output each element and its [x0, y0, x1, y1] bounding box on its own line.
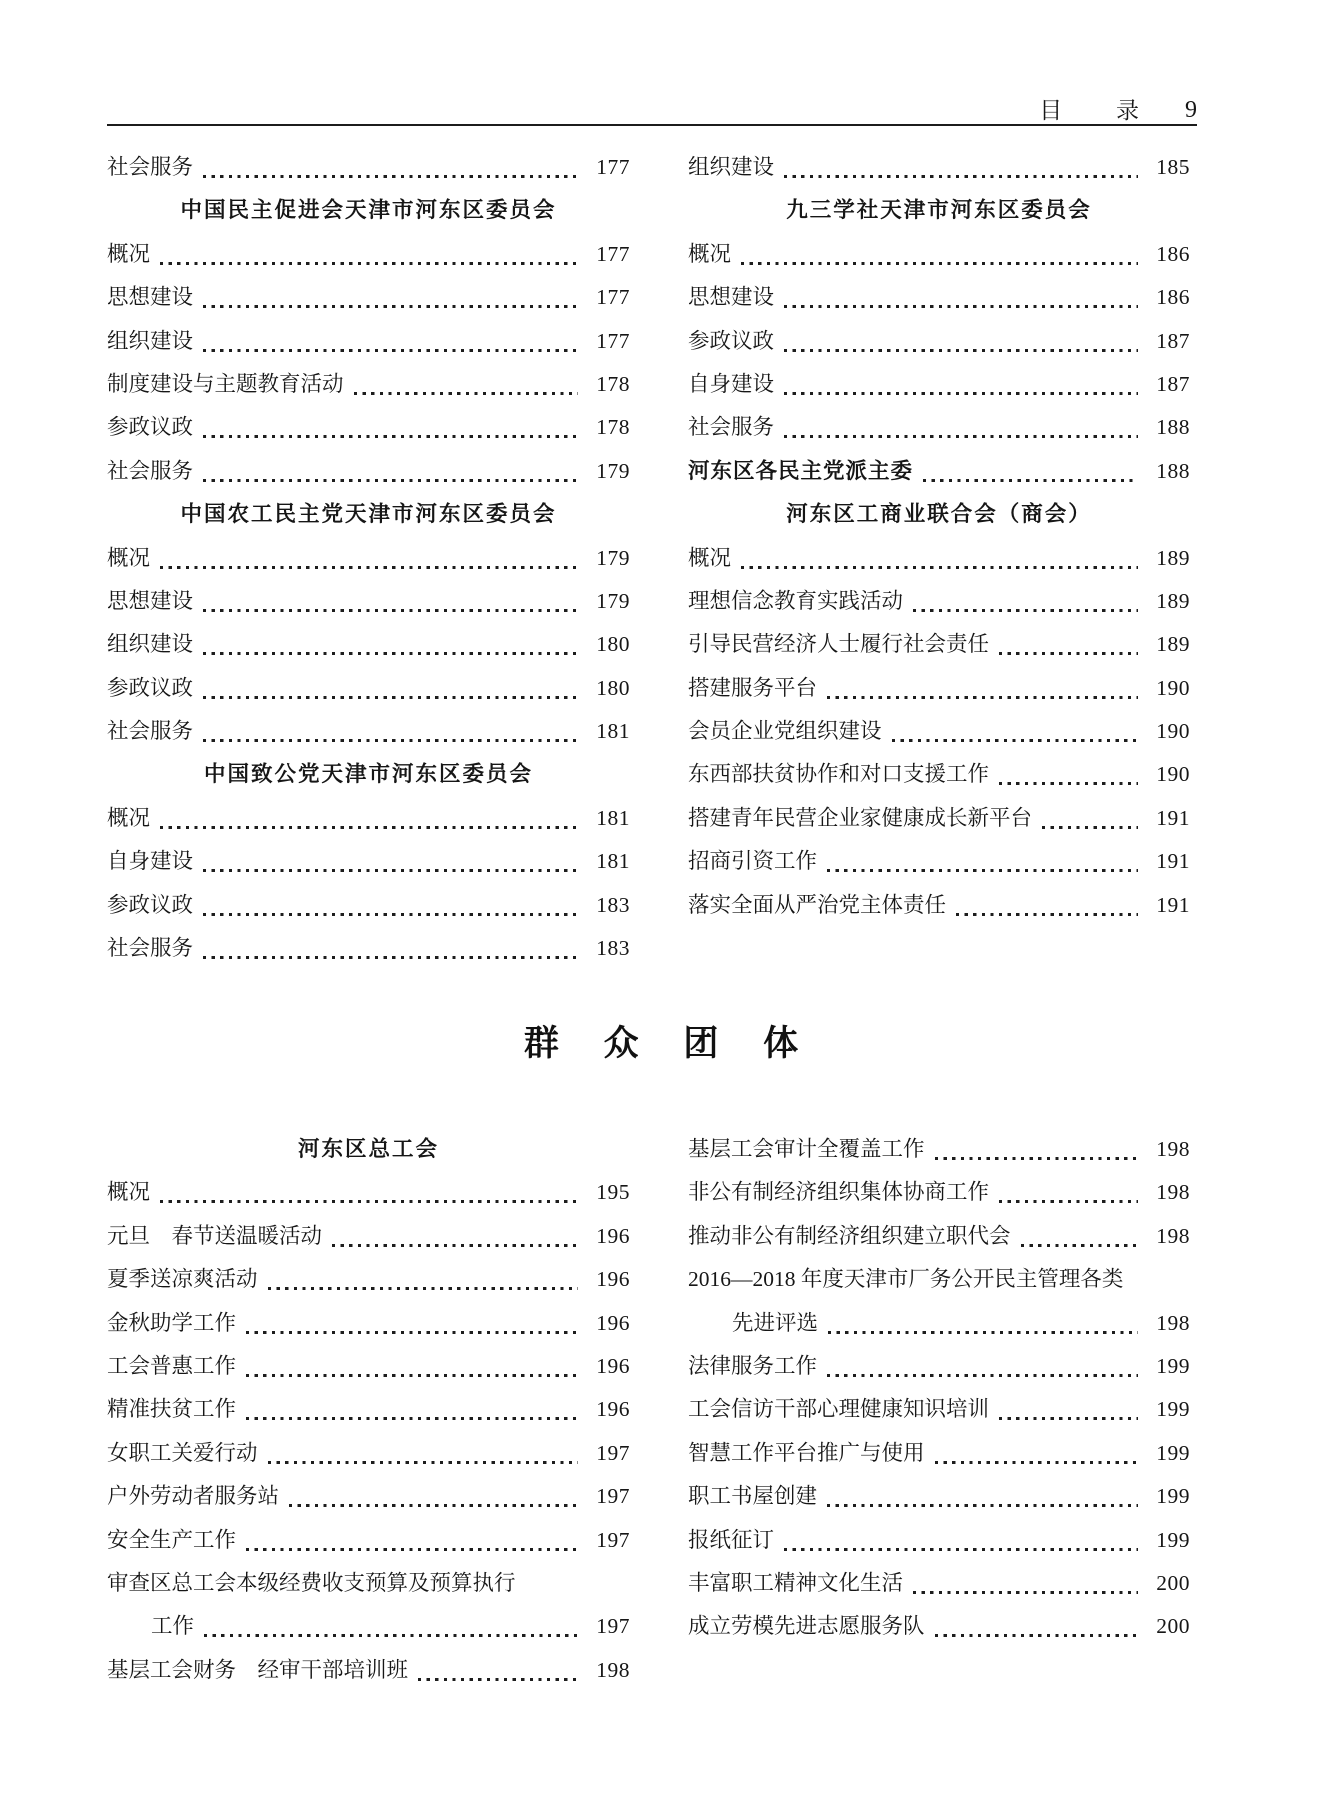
toc-row — [688, 1519, 1190, 1562]
toc-page-number: 195 — [596, 1180, 630, 1205]
toc-page-number: 196 — [596, 1310, 630, 1335]
toc-row — [688, 797, 1190, 840]
toc-page-number: 190 — [1156, 719, 1190, 744]
dot-leader — [354, 363, 578, 406]
toc-page-number: 180 — [596, 675, 630, 700]
dot-leader — [246, 1519, 578, 1562]
toc-page-number: 196 — [596, 1267, 630, 1292]
dot-leader — [1021, 1215, 1138, 1258]
toc-page-number: 197 — [596, 1440, 630, 1465]
toc-entry-title: 基层工会财务 经审干部培训班 — [107, 1657, 409, 1682]
toc-entry-title: 职工书屋创建 — [688, 1484, 818, 1509]
dot-leader — [160, 233, 578, 276]
dot-leader — [999, 753, 1138, 796]
toc-entry-title: 元旦 春节送温暖活动 — [107, 1223, 323, 1248]
toc-entry-title: 参政议政 — [107, 675, 194, 700]
toc-page-number: 198 — [1156, 1223, 1190, 1248]
dot-leader — [784, 276, 1138, 319]
toc-row — [688, 1562, 1190, 1605]
toc-page-number: 198 — [596, 1657, 630, 1682]
toc-page-number: 198 — [1156, 1137, 1190, 1161]
toc-page-number: 190 — [1156, 675, 1190, 700]
toc-entry-title: 概况 — [688, 241, 732, 266]
toc-entry-title: 精准扶贫工作 — [107, 1397, 237, 1422]
dot-leader — [203, 623, 578, 666]
toc-entry-title: 思想建设 — [107, 588, 194, 613]
toc-entry-title: 夏季送凉爽活动 — [107, 1267, 258, 1292]
dot-leader — [204, 1605, 578, 1648]
toc-row — [688, 1605, 1190, 1648]
toc-row — [107, 146, 630, 189]
toc-row — [107, 1649, 630, 1692]
toc-entry-title: 社会服务 — [107, 458, 194, 483]
toc-entry-title: 社会服务 — [107, 155, 194, 179]
toc-page-number: 178 — [596, 371, 630, 396]
header-page-number: 9 — [1185, 97, 1197, 123]
toc-group-heading: 中国农工民主党天津市河东区委员会 — [180, 502, 557, 527]
dot-leader — [999, 1388, 1138, 1431]
dot-leader — [160, 797, 578, 840]
dot-leader — [935, 1128, 1138, 1171]
toc-entry-title: 河东区各民主党派主委 — [688, 458, 914, 483]
toc-row — [688, 884, 1190, 927]
toc-entry-title: 成立劳模先进志愿服务队 — [688, 1614, 925, 1639]
toc-entry-title: 工作 — [151, 1614, 195, 1639]
toc-page-number: 190 — [1156, 762, 1190, 787]
toc-entry-title: 思想建设 — [688, 285, 775, 310]
toc-page-number: 177 — [596, 285, 630, 310]
toc-page-number: 178 — [596, 415, 630, 440]
dot-leader — [160, 1171, 578, 1214]
toc-entry-title: 概况 — [107, 805, 151, 830]
toc-page-number: 189 — [1156, 588, 1190, 613]
dot-leader — [203, 320, 578, 363]
toc-page-number: 196 — [596, 1397, 630, 1422]
toc-row — [107, 537, 630, 580]
section-heading: 群 众 团 体 — [523, 1024, 817, 1063]
toc-page-number: 197 — [596, 1484, 630, 1509]
toc-page-number: 189 — [1156, 632, 1190, 657]
toc-entry-title: 概况 — [107, 241, 151, 266]
dot-leader — [246, 1345, 578, 1388]
toc-page-number: 177 — [596, 241, 630, 266]
toc-page-number: 188 — [1156, 458, 1190, 483]
toc-entry-title: 非公有制经济组织集体协商工作 — [688, 1180, 990, 1205]
toc-page-number: 179 — [596, 458, 630, 483]
toc-bottom-right-column — [688, 1128, 1190, 1692]
toc-entry-title: 工会普惠工作 — [107, 1353, 237, 1378]
toc-entry-title: 搭建服务平台 — [688, 675, 818, 700]
toc-row — [107, 797, 630, 840]
dot-leader — [246, 1388, 578, 1431]
toc-entry-title: 搭建青年民营企业家健康成长新平台 — [688, 805, 1033, 830]
toc-row — [688, 450, 1190, 493]
toc-entry-title: 概况 — [107, 1180, 151, 1205]
toc-page-number: 181 — [596, 849, 630, 874]
toc-page-number: 177 — [596, 155, 630, 179]
toc-entry-title: 思想建设 — [107, 285, 194, 310]
toc-entry-title: 2016—2018 年度天津市厂务公开民主管理各类 — [688, 1267, 1124, 1292]
toc-entry-title: 参政议政 — [107, 892, 194, 917]
dot-leader — [784, 146, 1138, 189]
toc-page-number: 191 — [1156, 849, 1190, 874]
toc-page-number: 179 — [596, 545, 630, 570]
dot-leader — [999, 623, 1138, 666]
toc-row — [107, 406, 630, 449]
toc-row — [107, 1519, 630, 1562]
toc-entry-title: 报纸征订 — [688, 1527, 775, 1552]
toc-row — [688, 1388, 1190, 1431]
toc-row — [688, 580, 1190, 623]
toc-entry-title: 自身建设 — [688, 371, 775, 396]
toc-page-number: 181 — [596, 805, 630, 830]
toc-row — [107, 1562, 630, 1605]
toc-row — [688, 1302, 1190, 1345]
toc-row — [107, 1215, 630, 1258]
toc-page-number: 197 — [596, 1614, 630, 1639]
toc-page-number: 183 — [596, 892, 630, 917]
toc-row — [688, 363, 1190, 406]
toc-entry-title: 工会信访干部心理健康知识培训 — [688, 1397, 990, 1422]
toc-row — [107, 927, 630, 970]
toc-entry-title: 社会服务 — [107, 936, 194, 961]
toc-page-number: 199 — [1156, 1440, 1190, 1465]
toc-page-number: 180 — [596, 632, 630, 657]
toc-page-number: 200 — [1156, 1570, 1190, 1595]
toc-entry-title: 法律服务工作 — [688, 1353, 818, 1378]
toc-row — [107, 710, 630, 753]
dot-leader — [892, 710, 1138, 753]
toc-row — [107, 363, 630, 406]
toc-row — [107, 1258, 630, 1301]
dot-leader — [332, 1215, 578, 1258]
dot-leader — [203, 580, 578, 623]
toc-row — [688, 667, 1190, 710]
toc-page-number: 187 — [1156, 371, 1190, 396]
dot-leader — [203, 146, 578, 189]
dot-leader — [203, 276, 578, 319]
dot-leader — [827, 667, 1138, 710]
toc-row — [107, 667, 630, 710]
toc-entry-title: 组织建设 — [107, 328, 194, 353]
toc-row — [107, 1345, 630, 1388]
dot-leader — [289, 1475, 578, 1518]
toc-group-heading: 九三学社天津市河东区委员会 — [786, 198, 1092, 223]
page-header — [107, 84, 1197, 122]
toc-row — [107, 1171, 630, 1214]
toc-row — [107, 1302, 630, 1345]
dot-leader — [203, 927, 578, 970]
header-rule — [107, 124, 1197, 126]
toc-row — [688, 1171, 1190, 1214]
toc-page-number: 181 — [596, 719, 630, 744]
dot-leader — [784, 363, 1138, 406]
dot-leader — [827, 1345, 1138, 1388]
toc-row — [688, 406, 1190, 449]
toc-entry-title: 智慧工作平台推广与使用 — [688, 1440, 925, 1465]
dot-leader — [246, 1302, 578, 1345]
toc-row — [688, 840, 1190, 883]
toc-page-number: 187 — [1156, 328, 1190, 353]
dot-leader — [203, 450, 578, 493]
toc-row — [107, 623, 630, 666]
toc-page-number: 196 — [596, 1223, 630, 1248]
toc-entry-title: 丰富职工精神文化生活 — [688, 1570, 904, 1595]
toc-row — [107, 840, 630, 883]
toc-row — [688, 146, 1190, 189]
dot-leader — [935, 1432, 1138, 1475]
toc-page-number: 188 — [1156, 415, 1190, 440]
toc-row — [107, 884, 630, 927]
toc-page-number: 185 — [1156, 155, 1190, 179]
toc-entry-title: 推动非公有制经济组织建立职代会 — [688, 1223, 1011, 1248]
toc-entry-title: 东西部扶贫协作和对口支援工作 — [688, 762, 990, 787]
toc-page-number: 197 — [596, 1527, 630, 1552]
dot-leader — [268, 1432, 578, 1475]
dot-leader — [203, 406, 578, 449]
dot-leader — [913, 580, 1138, 623]
toc-page-number: 191 — [1156, 805, 1190, 830]
dot-leader — [784, 320, 1138, 363]
dot-leader — [784, 1519, 1138, 1562]
dot-leader — [160, 537, 578, 580]
toc-top-left-column — [107, 146, 630, 970]
toc-row — [688, 276, 1190, 319]
dot-leader — [827, 840, 1138, 883]
dot-leader — [956, 884, 1138, 927]
toc-entry-title: 户外劳动者服务站 — [107, 1484, 280, 1509]
dot-leader — [828, 1302, 1138, 1345]
toc-entry-title: 组织建设 — [688, 155, 775, 179]
toc-top — [107, 146, 1190, 970]
toc-page-number: 179 — [596, 588, 630, 613]
toc-row — [688, 1475, 1190, 1518]
dot-leader — [741, 233, 1138, 276]
dot-leader — [784, 406, 1138, 449]
toc-page-number: 177 — [596, 328, 630, 353]
toc-page-number: 186 — [1156, 241, 1190, 266]
toc-page-number: 200 — [1156, 1614, 1190, 1639]
toc-row — [688, 1128, 1190, 1171]
toc-entry-title: 审查区总工会本级经费收支预算及预算执行 — [107, 1570, 516, 1595]
toc-entry-title: 落实全面从严治党主体责任 — [688, 892, 947, 917]
header-title: 目 录 — [1039, 98, 1163, 123]
toc-entry-title: 参政议政 — [107, 415, 194, 440]
toc-entry-title: 社会服务 — [688, 415, 775, 440]
toc-row — [107, 1605, 630, 1648]
toc-page-number: 199 — [1156, 1484, 1190, 1509]
toc-page-number: 191 — [1156, 892, 1190, 917]
toc-entry-title: 先进评选 — [732, 1310, 819, 1335]
toc-row — [107, 1475, 630, 1518]
toc-page-number: 189 — [1156, 545, 1190, 570]
toc-entry-title: 安全生产工作 — [107, 1527, 237, 1552]
toc-entry-title: 制度建设与主题教育活动 — [107, 371, 344, 396]
dot-leader — [935, 1605, 1138, 1648]
dot-leader — [923, 450, 1138, 493]
toc-group-heading: 河东区工商业联合会（商会） — [786, 502, 1092, 527]
toc-entry-title: 会员企业党组织建设 — [688, 719, 882, 744]
toc-entry-title: 自身建设 — [107, 849, 194, 874]
toc-row — [688, 1215, 1190, 1258]
toc-entry-title: 理想信念教育实践活动 — [688, 588, 904, 613]
dot-leader — [203, 710, 578, 753]
toc-entry-title: 金秋助学工作 — [107, 1310, 237, 1335]
toc-entry-title: 引导民营经济人士履行社会责任 — [688, 632, 990, 657]
dot-leader — [203, 667, 578, 710]
toc-top-right-column — [688, 146, 1190, 970]
toc-page-number: 198 — [1156, 1180, 1190, 1205]
toc-row — [688, 233, 1190, 276]
toc-page-number: 199 — [1156, 1527, 1190, 1552]
toc-entry-title: 女职工关爱行动 — [107, 1440, 258, 1465]
toc-row — [107, 580, 630, 623]
toc-row — [107, 320, 630, 363]
toc-entry-title: 概况 — [688, 545, 732, 570]
toc-page-number: 199 — [1156, 1397, 1190, 1422]
dot-leader — [203, 884, 578, 927]
toc-row — [688, 1345, 1190, 1388]
toc-bottom-left-column — [107, 1128, 630, 1692]
toc-page-number: 186 — [1156, 285, 1190, 310]
toc-row — [688, 753, 1190, 796]
toc-row — [688, 537, 1190, 580]
dot-leader — [913, 1562, 1138, 1605]
toc-entry-title: 组织建设 — [107, 632, 194, 657]
toc-row — [107, 1432, 630, 1475]
dot-leader — [203, 840, 578, 883]
toc-row — [107, 276, 630, 319]
toc-page-number: 196 — [596, 1353, 630, 1378]
dot-leader — [827, 1475, 1138, 1518]
toc-entry-title: 参政议政 — [688, 328, 775, 353]
toc-entry-title: 社会服务 — [107, 719, 194, 744]
toc-row — [688, 1432, 1190, 1475]
toc-row — [107, 1388, 630, 1431]
toc-page-number: 198 — [1156, 1310, 1190, 1335]
toc-row — [107, 450, 630, 493]
toc-row — [107, 233, 630, 276]
toc-row — [688, 710, 1190, 753]
toc-page-number: 183 — [596, 936, 630, 961]
toc-page-number: 199 — [1156, 1353, 1190, 1378]
toc-bottom — [107, 1128, 1190, 1692]
dot-leader — [418, 1649, 578, 1692]
toc-entry-title: 招商引资工作 — [688, 849, 818, 874]
toc-entry-title: 基层工会审计全覆盖工作 — [688, 1137, 925, 1161]
dot-leader — [741, 537, 1138, 580]
toc-group-heading: 中国民主促进会天津市河东区委员会 — [180, 198, 557, 223]
toc-row — [688, 320, 1190, 363]
toc-row — [688, 1258, 1190, 1301]
toc-row — [688, 623, 1190, 666]
dot-leader — [1042, 797, 1138, 840]
dot-leader — [999, 1171, 1138, 1214]
toc-entry-title: 概况 — [107, 545, 151, 570]
dot-leader — [268, 1258, 578, 1301]
toc-group-heading: 中国致公党天津市河东区委员会 — [203, 762, 533, 787]
toc-group-heading: 河东区总工会 — [297, 1137, 439, 1161]
